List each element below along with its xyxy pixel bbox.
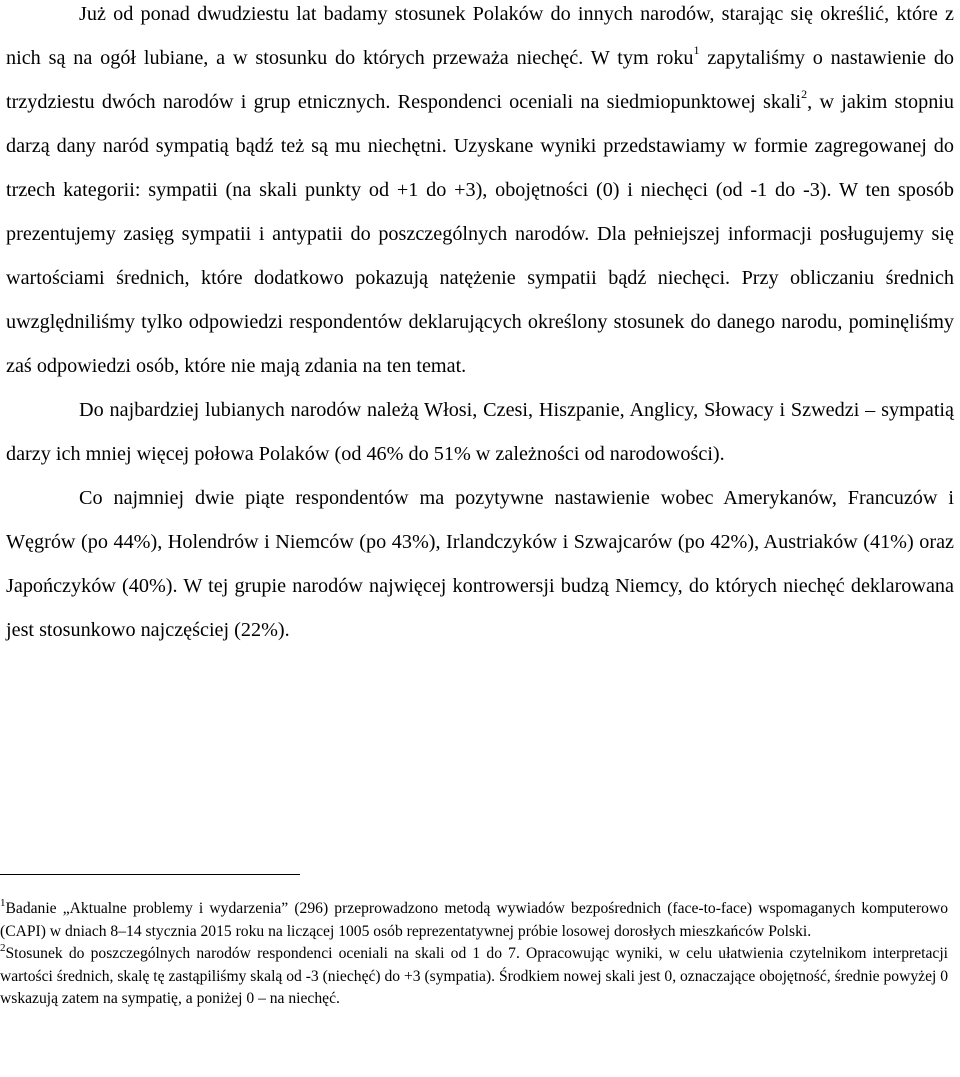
paragraph-intro-text-start: Już od ponad dwudziestu lat badamy stosunek Polaków do innych narodów, starając się określić, które z nich są na ogół lubiane, a w stosunku do których przeważa niechęć. W tym roku [6, 3, 954, 69]
paragraph-most-liked: Do najbardziej lubianych narodów należą Włosi, Czesi, Hiszpanie, Anglicy, Słowacy i Szwedzi – sympatią darzy ich mniej więcej połowa Polaków (od 46% do 51% w zależności od narodowości). [6, 399, 954, 465]
paragraph-two-fifths: Co najmniej dwie piąte respondentów ma pozytywne nastawienie wobec Amerykanów, Francuzów i Węgrów (po 44%), Holendrów i Niemców (po 43%), Irlandczyków i Szwajcarów (po 42%), Austriaków (41%) oraz Japończyków (40%). W tej grupie narodów najwięcej kontrowersji budzą Niemcy, do których niechęć deklarowana jest stosunkowo najczęściej (22%). [6, 487, 954, 641]
footnote-1-text: Badanie „Aktualne problemy i wydarzenia” (296) przeprowadzono metodą wywiadów bezpośrednich (face-to-face) wspomaganych komputerowo (CAPI) w dniach 8–14 stycznia 2015 roku na liczącej 1005 osób reprezentatywnej próbie losowej dorosłych mieszkańców Polski. [0, 900, 948, 940]
paragraph-intro-text-middle: zapytaliśmy o nastawienie do trzydziestu dwóch narodów i grup etnicznych. Respondenci oceniali na siedmiopunktowej skali [6, 47, 955, 113]
paragraph-intro-text-end: , w jakim stopniu darzą dany naród sympatią bądź też są mu niechętni. Uzyskane wyniki przedstawiamy w formie zagregowanej do trzech kategorii: sympatii (na skali punkty od +1 do +3), obojętności (0) i niechęci (od -1 do -3). W ten sposób prezentujemy zasięg sympatii i antypatii do poszczególnych narodów. Dla pełniejszej informacji posługujemy się wartościami średnich, które dodatkowo pokazują natężenie sympatii bądź niechęci. Przy obliczaniu średnich uwzględniliśmy tylko odpowiedzi respondentów deklarujących określony stosunek do danego narodu, pominęliśmy zaś odpowiedzi osób, które nie mają zdania na ten temat. [6, 91, 954, 377]
footnote-2-text: Stosunek do poszczególnych narodów respondenci oceniali na skali od 1 do 7. Opracowując wyniki, w celu ułatwienia czytelnikom interpretacji wartości średnich, skalę tę zastąpiliśmy skalą od -3 (niechęć) do +3 (sympatia). Środkiem nowej skali jest 0, oznaczające obojętność, średnie powyżej 0 wskazują zatem na sympatię, a poniżej 0 – na niechęć. [0, 945, 949, 1007]
document-page [6, 0, 954, 652]
footnote-1-marker: 1 [0, 896, 6, 909]
footnote-separator [0, 874, 300, 875]
footnote-ref-2[interactable]: 2 [801, 87, 808, 102]
footnote-2-marker: 2 [0, 941, 6, 954]
footnote-1 [0, 898, 948, 943]
footnote-2 [0, 943, 948, 1011]
footnotes-section [0, 898, 948, 1011]
footnote-ref-1[interactable]: 1 [693, 43, 700, 58]
paragraph-intro [6, 0, 954, 388]
